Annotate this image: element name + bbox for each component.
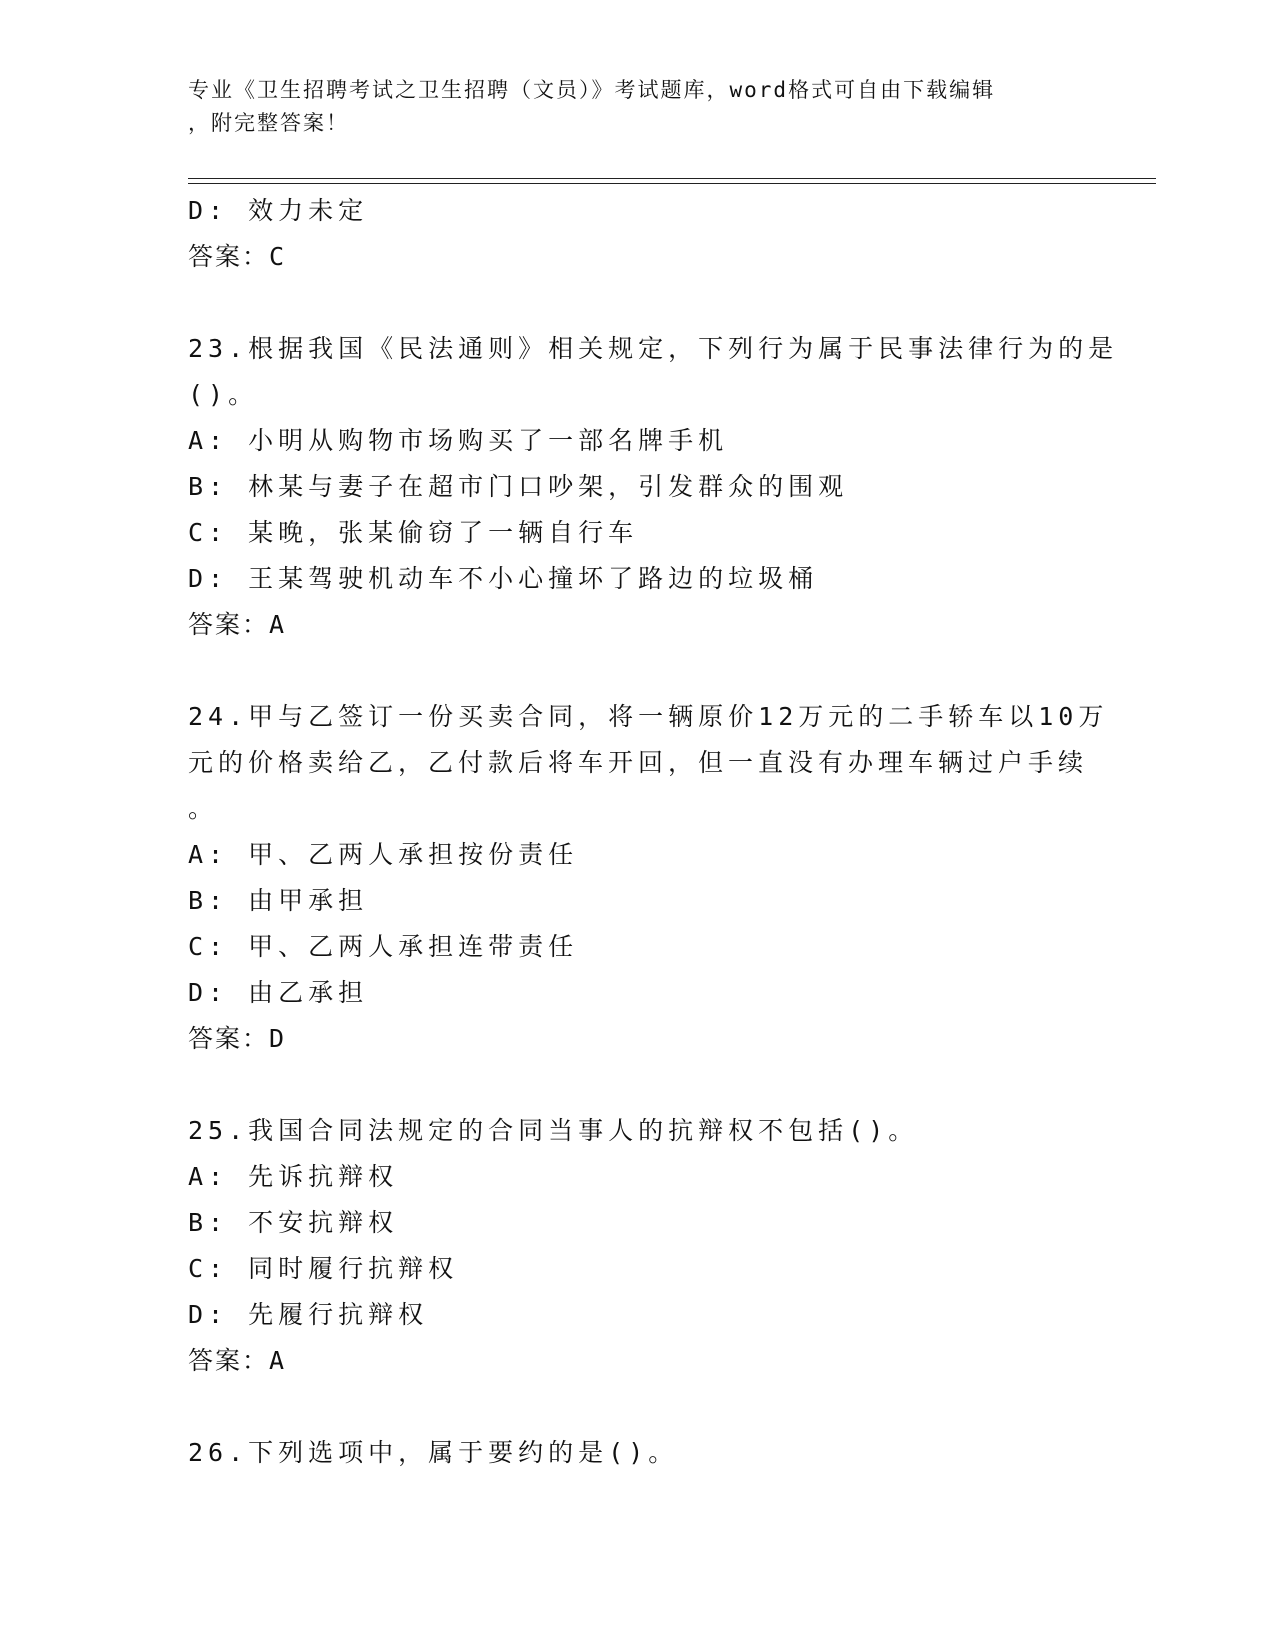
question-26 (188, 1430, 1088, 1476)
option-c: C: 某晚，张某偷窃了一辆自行车 (188, 518, 639, 547)
question-23 (188, 326, 1119, 648)
option-a: A: 先诉抗辩权 (188, 1162, 399, 1191)
answer: 答案：A (188, 610, 287, 639)
option-a: A: 甲、乙两人承担按份责任 (188, 840, 579, 869)
question-24 (188, 694, 1109, 1062)
question-text: 26.下列选项中，属于要约的是()。 (188, 1438, 679, 1467)
option-b: B: 由甲承担 (188, 886, 369, 915)
question-25 (188, 1108, 1088, 1384)
answer: 答案：A (188, 1346, 287, 1375)
spacer (188, 1062, 1088, 1108)
question-text: 23.根据我国《民法通则》相关规定，下列行为属于民事法律行为的是 (188, 334, 1119, 363)
header-line-1: 专业《卫生招聘考试之卫生招聘（文员）》考试题库，word格式可自由下载编辑 (188, 78, 996, 102)
question-22-tail (188, 188, 1088, 280)
option-d: D: 由乙承担 (188, 978, 369, 1007)
spacer (188, 280, 1088, 326)
question-text: ()。 (188, 380, 259, 409)
spacer (188, 1384, 1088, 1430)
question-text: 24.甲与乙签订一份买卖合同，将一辆原价12万元的二手轿车以10万 (188, 702, 1109, 731)
answer: 答案：C (188, 242, 287, 271)
option-b: B: 林某与妻子在超市门口吵架，引发群众的围观 (188, 472, 849, 501)
document-header (188, 74, 1088, 140)
option-d: D: 效力未定 (188, 196, 369, 225)
option-b: B: 不安抗辩权 (188, 1208, 399, 1237)
question-text: 元的价格卖给乙，乙付款后将车开回，但一直没有办理车辆过户手续 (188, 748, 1089, 777)
question-text: 25.我国合同法规定的合同当事人的抗辩权不包括()。 (188, 1116, 919, 1145)
option-d: D: 王某驾驶机动车不小心撞坏了路边的垃圾桶 (188, 564, 819, 593)
header-rule-top (188, 178, 1156, 179)
document-body (188, 188, 1119, 1476)
header-rule-bottom (188, 183, 1156, 184)
option-c: C: 甲、乙两人承担连带责任 (188, 932, 579, 961)
option-d: D: 先履行抗辩权 (188, 1300, 429, 1329)
question-text: 。 (188, 794, 219, 823)
option-a: A: 小明从购物市场购买了一部名牌手机 (188, 426, 729, 455)
spacer (188, 648, 1088, 694)
answer: 答案：D (188, 1024, 287, 1053)
header-line-2: ，附完整答案！ (188, 111, 349, 135)
option-c: C: 同时履行抗辩权 (188, 1254, 459, 1283)
